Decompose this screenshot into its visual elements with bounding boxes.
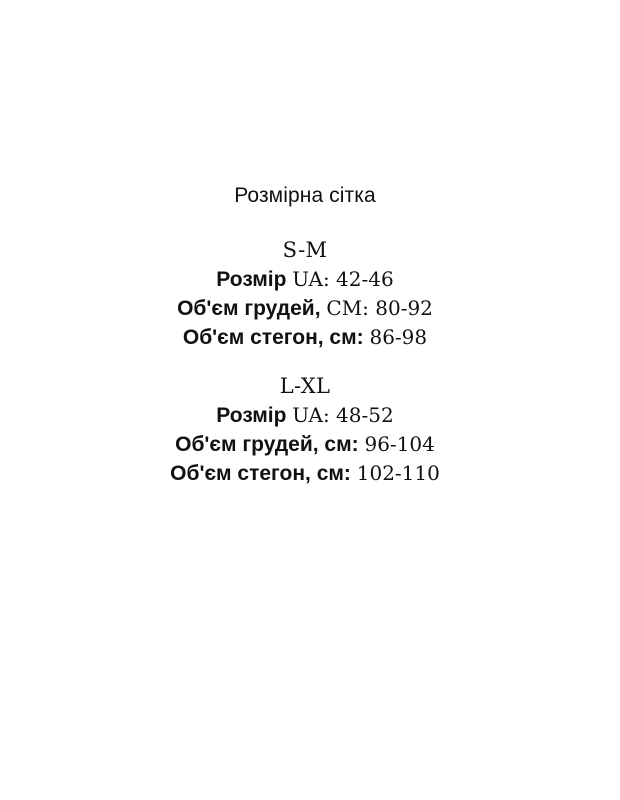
size-block-l-xl (0, 372, 610, 488)
size-label: S-M (282, 238, 328, 262)
row-value: 86-98 (369, 325, 428, 349)
row-value: UA: 42-46 (292, 267, 394, 291)
size-row-ua (0, 265, 610, 294)
row-value: 102-110 (356, 461, 440, 485)
size-row-hips (0, 459, 610, 488)
row-value: CM: 80-92 (326, 296, 433, 320)
row-key: Об'єм грудей, (177, 297, 327, 320)
size-row-ua (0, 401, 610, 430)
row-key: Розмір (216, 404, 293, 427)
size-block-s-m (0, 236, 610, 352)
size-row-chest (0, 430, 610, 459)
row-key: Об'єм стегон, см: (182, 326, 370, 349)
row-key: Розмір (216, 268, 293, 291)
page-title: Розмірна сітка (234, 184, 376, 207)
size-label: L-XL (279, 374, 331, 398)
size-row-hips (0, 323, 610, 352)
row-key: Об'єм стегон, см: (170, 462, 357, 485)
size-row-chest (0, 294, 610, 323)
row-value: 96-104 (364, 432, 435, 456)
row-key: Об'єм грудей, см: (175, 433, 365, 456)
row-value: UA: 48-52 (292, 403, 394, 427)
